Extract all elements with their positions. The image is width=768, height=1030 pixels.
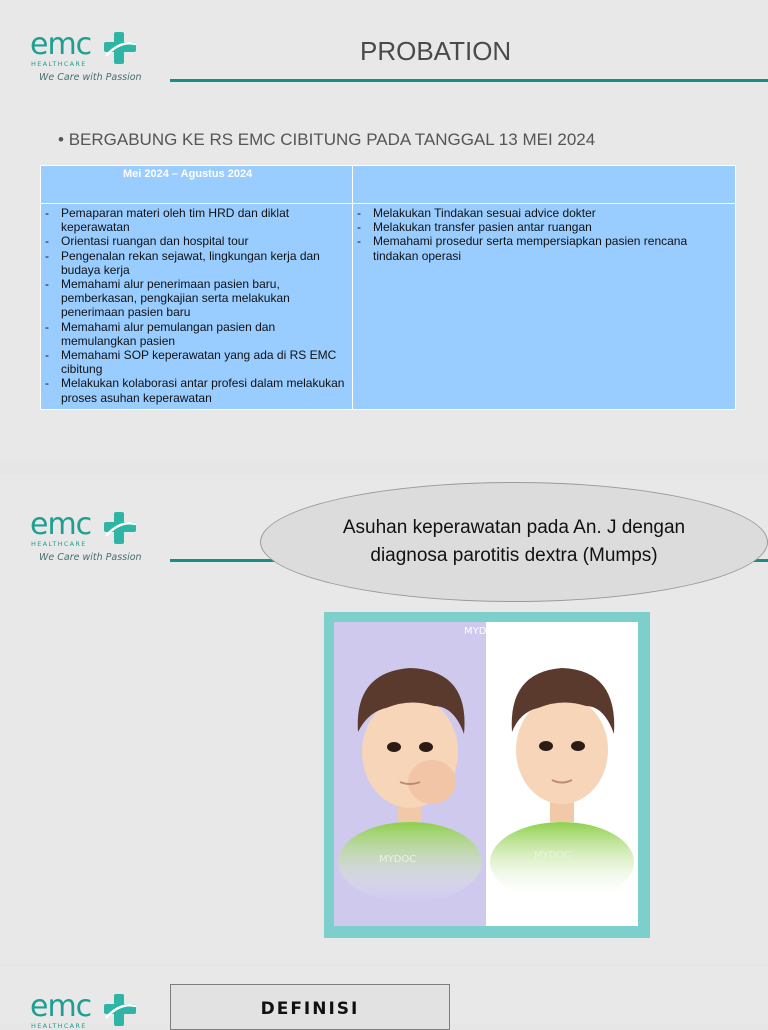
cross-icon	[100, 28, 140, 68]
brand-sub: HEALTHCARE	[31, 60, 87, 68]
definisi-heading: DEFINISI	[170, 984, 450, 1030]
slide-asuhan	[0, 474, 768, 964]
list-item: - Memahami alur pemulangan pasien dan memulangkan pasien	[43, 320, 348, 348]
brand-tagline: We Care with Passion	[39, 552, 142, 563]
cross-icon	[100, 508, 140, 548]
probation-table	[40, 165, 736, 410]
emc-logo	[30, 989, 145, 1030]
slide-definisi	[0, 966, 768, 1030]
watermark-text: MYDOC	[379, 854, 417, 865]
list-item: - Memahami alur penerimaan pasien baru, pemberkasan, pengkajian serta melakukan penerimaan pasien baru	[43, 277, 348, 320]
table-cell-col2	[353, 204, 736, 410]
list-item: - Melakukan kolaborasi antar profesi dalam melakukan proses asuhan keperawatan	[43, 376, 348, 404]
brand-name: emc	[30, 989, 92, 1024]
list-item: - Pengenalan rekan sejawat, lingkungan kerja dan budaya kerja	[43, 249, 348, 277]
brand-sub: HEALTHCARE	[31, 1022, 87, 1030]
emc-logo	[30, 507, 145, 563]
mumps-illustration-frame	[324, 612, 650, 938]
list-item: - Melakukan transfer pasien antar ruangan	[355, 220, 731, 234]
list-item: - Pemaparan materi oleh tim HRD dan diklat keperawatan	[43, 206, 348, 234]
brand-name: emc	[30, 27, 92, 62]
table-cell-col1	[41, 204, 353, 410]
table-header-period: Mei 2024 – Agustus 2024	[41, 166, 353, 204]
slide-title: PROBATION	[360, 36, 512, 66]
table-header-empty	[353, 166, 736, 204]
mumps-illustration	[334, 622, 638, 926]
watermark-text: MYDOC	[534, 850, 572, 861]
list-item: - Orientasi ruangan dan hospital tour	[43, 234, 348, 248]
table-header-row	[41, 166, 736, 204]
watermark-text: MYDOC	[464, 626, 502, 637]
header-divider	[170, 79, 768, 82]
heading-oval	[260, 482, 768, 602]
list-item: - Memahami prosedur serta mempersiapkan pasien rencana tindakan operasi	[355, 234, 731, 262]
cross-icon	[100, 990, 140, 1030]
list-item: - Melakukan Tindakan sesuai advice dokter	[355, 206, 731, 220]
slide-probation	[0, 0, 768, 460]
brand-name: emc	[30, 507, 92, 542]
slide-heading: Asuhan keperawatan pada An. J dengan diagnosa parotitis dextra (Mumps)	[342, 517, 686, 566]
table-row	[41, 204, 736, 410]
brand-sub: HEALTHCARE	[31, 540, 87, 548]
bullet-label: BERGABUNG KE RS EMC CIBITUNG PADA TANGGAL 13 MEI 2024	[68, 130, 596, 149]
list-item: - Memahami SOP keperawatan yang ada di RS EMC cibitung	[43, 348, 348, 376]
bullet-text: • BERGABUNG KE RS EMC CIBITUNG PADA TANGGAL 13 MEI 2024	[58, 130, 596, 149]
brand-tagline: We Care with Passion	[39, 72, 142, 83]
emc-logo	[30, 27, 145, 83]
mumps-comparison-image	[334, 622, 638, 926]
